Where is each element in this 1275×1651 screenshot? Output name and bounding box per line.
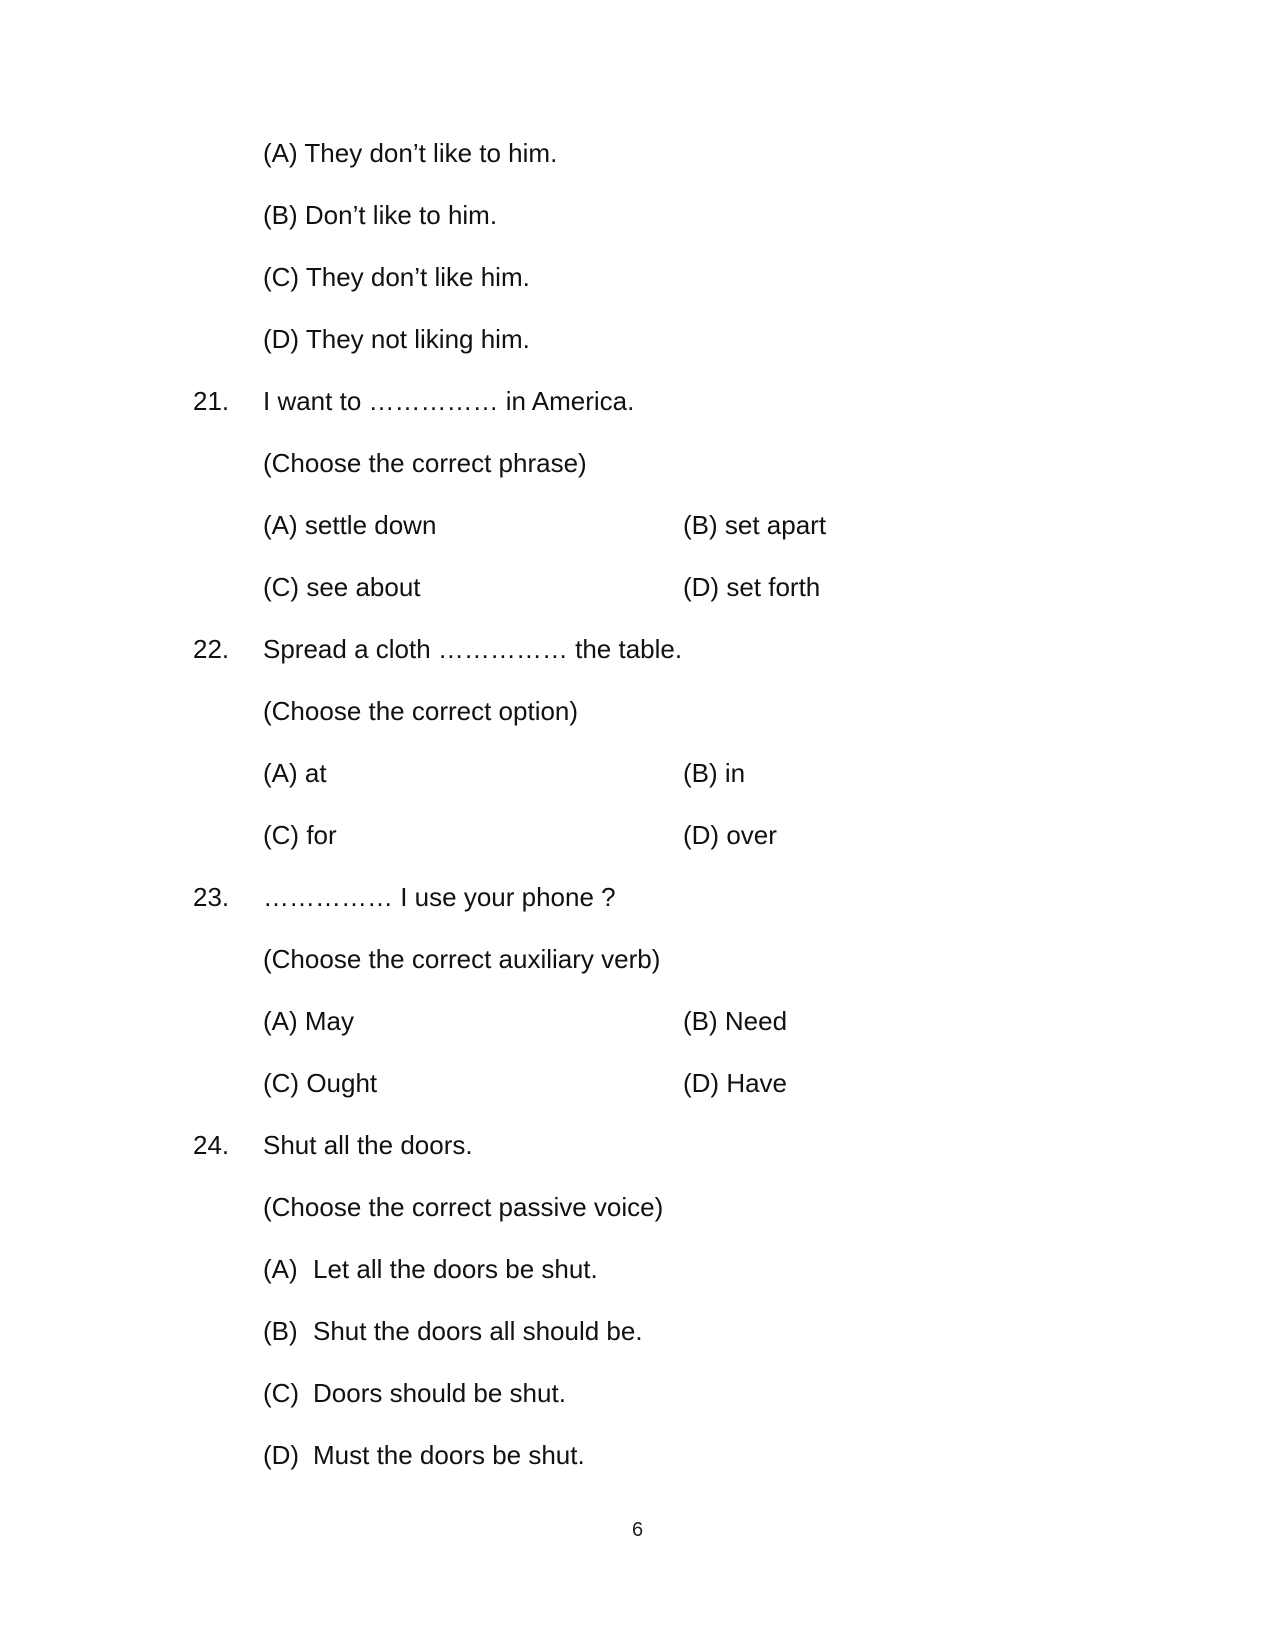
q23-option-c: (C) Ought: [263, 1068, 378, 1098]
q23-option-b: (B) Need: [683, 1006, 788, 1036]
q20-option-c: (C) They don’t like him.: [263, 262, 530, 292]
q24-option-a-text: Let all the doors be shut.: [313, 1254, 598, 1284]
q22-option-c: (C) for: [263, 820, 337, 850]
q21-option-d: (D) set forth: [683, 572, 821, 602]
q24-option-b-label: (B): [263, 1316, 298, 1346]
q24-option-c-text: Doors should be shut.: [313, 1378, 566, 1408]
q23-option-a: (A) May: [263, 1006, 354, 1036]
q21-option-c: (C) see about: [263, 572, 421, 602]
page-number: 6: [631, 1519, 644, 1541]
q23-stem: …………… I use your phone ?: [263, 882, 616, 912]
q24-option-d-text: Must the doors be shut.: [313, 1440, 585, 1470]
q20-option-d: (D) They not liking him.: [263, 324, 530, 354]
q24-option-b-text: Shut the doors all should be.: [313, 1316, 643, 1346]
q22-stem: Spread a cloth …………… the table.: [263, 634, 683, 664]
q20-option-b: (B) Don’t like to him.: [263, 200, 498, 230]
q21-number: 21.: [193, 386, 230, 416]
q24-instruction: (Choose the correct passive voice): [263, 1192, 664, 1222]
q20-option-a: (A) They don’t like to him.: [263, 138, 558, 168]
q24-option-c-label: (C): [263, 1378, 300, 1408]
q23-option-d: (D) Have: [683, 1068, 788, 1098]
q22-number: 22.: [193, 634, 230, 664]
q23-instruction: (Choose the correct auxiliary verb): [263, 944, 661, 974]
q21-option-b: (B) set apart: [683, 510, 827, 540]
q22-option-b: (B) in: [683, 758, 746, 788]
q22-option-d: (D) over: [683, 820, 777, 850]
q21-stem: I want to …………… in America.: [263, 386, 635, 416]
q23-number: 23.: [193, 882, 230, 912]
q22-option-a: (A) at: [263, 758, 327, 788]
q24-stem: Shut all the doors.: [263, 1130, 473, 1160]
q24-option-d-label: (D): [263, 1440, 300, 1470]
q24-number: 24.: [193, 1130, 230, 1160]
q22-instruction: (Choose the correct option): [263, 696, 579, 726]
q21-option-a: (A) settle down: [263, 510, 437, 540]
q21-instruction: (Choose the correct phrase): [263, 448, 587, 478]
q24-option-a-label: (A): [263, 1254, 298, 1284]
